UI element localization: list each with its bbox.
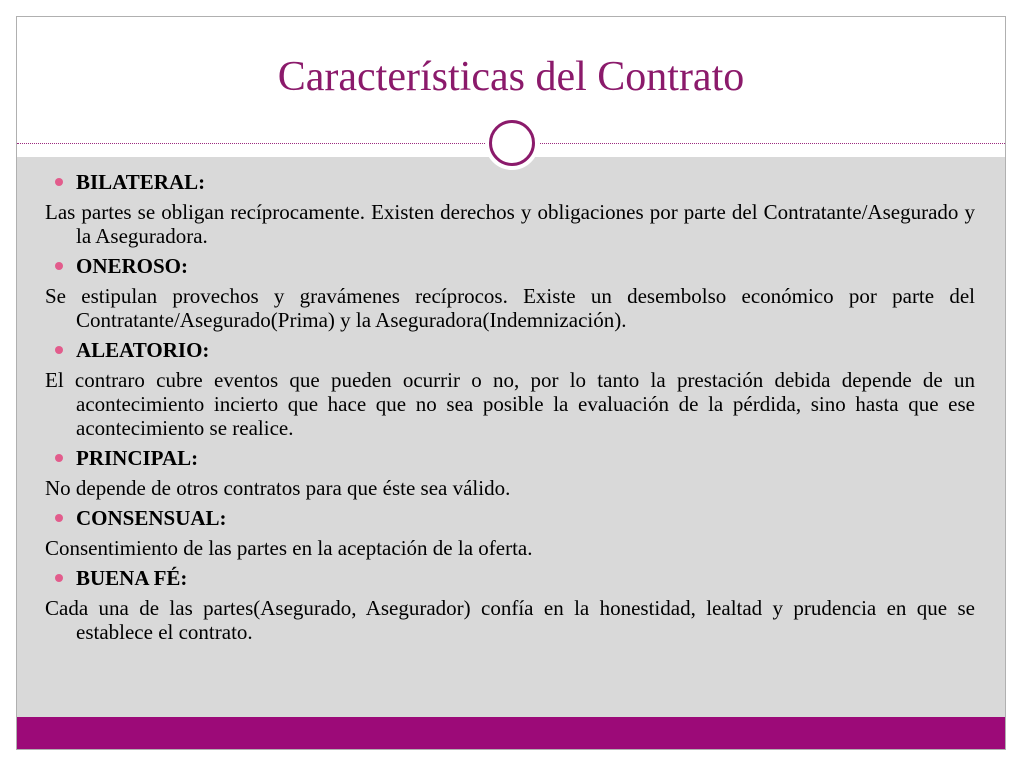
bullet-icon bbox=[55, 514, 63, 522]
list-item-heading bbox=[45, 338, 975, 362]
item-heading-principal: PRINCIPAL: bbox=[76, 446, 199, 470]
item-description-aleatorio: El contraro cubre eventos que pueden ocurrir o no, por lo tanto la prestación debida depende de un acontecimiento incierto que hace que no sea posible la evaluación de la pérdida, sino hasta que ese acontecimiento se realice. bbox=[45, 368, 975, 440]
item-description-oneroso: Se estipulan provechos y gravámenes recíprocos. Existe un desembolso económico por parte del Contratante/Asegurado(Prima) y la Aseguradora(Indemnización). bbox=[45, 284, 975, 332]
list-item-heading bbox=[45, 566, 975, 590]
content-list bbox=[45, 170, 975, 650]
item-description-consensual: Consentimiento de las partes en la aceptación de la oferta. bbox=[45, 536, 533, 560]
list-item-heading bbox=[45, 446, 975, 470]
circle-ornament-icon bbox=[485, 116, 539, 170]
bullet-icon bbox=[55, 178, 63, 186]
ornament-ring bbox=[489, 120, 535, 166]
item-heading-consensual: CONSENSUAL: bbox=[76, 506, 227, 530]
bullet-icon bbox=[55, 454, 63, 462]
list-item-heading bbox=[45, 254, 975, 278]
bullet-icon bbox=[55, 574, 63, 582]
bullet-icon bbox=[55, 346, 63, 354]
slide-title: Características del Contrato bbox=[277, 54, 745, 100]
bullet-icon bbox=[55, 262, 63, 270]
list-item-heading bbox=[45, 170, 975, 194]
list-item-heading bbox=[45, 506, 975, 530]
item-description-bilateral: Las partes se obligan recíprocamente. Existen derechos y obligaciones por parte del Contratante/Asegurado y la Aseguradora. bbox=[45, 200, 975, 248]
slide-frame bbox=[16, 16, 1006, 750]
item-description-principal: No depende de otros contratos para que éste sea válido. bbox=[45, 476, 511, 500]
item-heading-oneroso: ONEROSO: bbox=[76, 254, 189, 278]
item-description-buena-fe: Cada una de las partes(Asegurado, Asegurador) confía en la honestidad, lealtad y prudencia en que se establece el contrato. bbox=[45, 596, 975, 644]
footer-bar bbox=[17, 717, 1005, 750]
item-heading-aleatorio: ALEATORIO: bbox=[76, 338, 210, 362]
item-heading-bilateral: BILATERAL: bbox=[76, 170, 206, 194]
item-heading-buena-fe: BUENA FÉ: bbox=[76, 566, 188, 590]
